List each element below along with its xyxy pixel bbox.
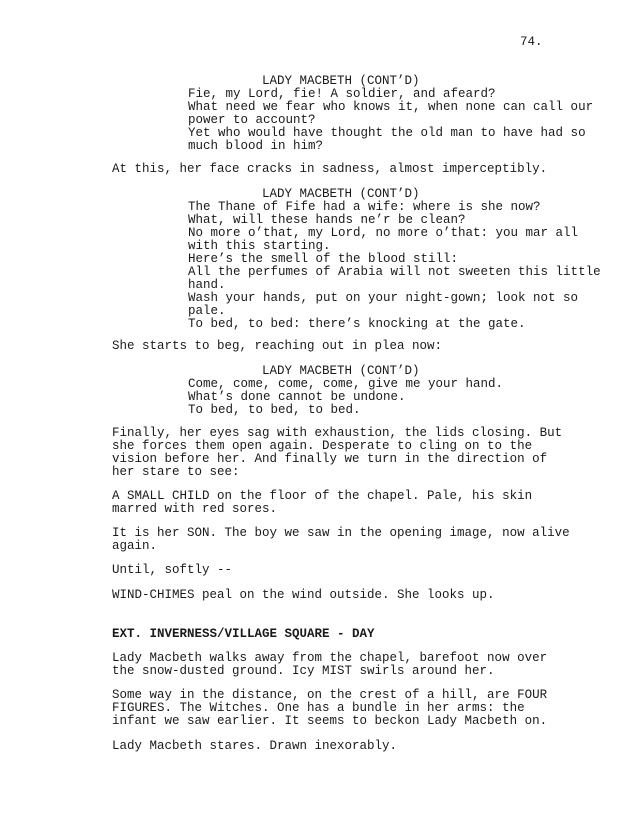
dialogue-line: hand. <box>188 278 226 292</box>
action-line: FIGURES. The Witches. One has a bundle in her arms: the <box>112 701 525 715</box>
action-line: A SMALL CHILD on the floor of the chapel. Pale, his skin <box>112 489 533 503</box>
character-cue: LADY MACBETH (CONT’D) <box>262 74 420 88</box>
dialogue-line: What, will these hands ne’r be clean? <box>188 213 466 227</box>
action-line: she forces them open again. Desperate to cling on to the <box>112 439 533 453</box>
dialogue-line: power to account? <box>188 113 316 127</box>
dialogue-line: pale. <box>188 304 226 318</box>
action-line: At this, her face cracks in sadness, almost imperceptibly. <box>112 162 548 176</box>
character-cue: LADY MACBETH (CONT’D) <box>262 187 420 201</box>
action-line: her stare to see: <box>112 465 240 479</box>
dialogue-line: Come, come, come, come, give me your hand. <box>188 377 504 391</box>
dialogue-line: All the perfumes of Arabia will not sweeten this little <box>188 265 601 279</box>
action-line: Lady Macbeth walks away from the chapel, barefoot now over <box>112 651 548 665</box>
action-line: again. <box>112 539 158 553</box>
action-line: WIND-CHIMES peal on the wind outside. She looks up. <box>112 588 495 602</box>
dialogue-line: What need we fear who knows it, when none can call our <box>188 100 594 114</box>
dialogue-line: To bed, to bed: there’s knocking at the gate. <box>188 317 526 331</box>
character-cue: LADY MACBETH (CONT’D) <box>262 364 420 378</box>
dialogue-line: No more o’that, my Lord, no more o’that: you mar all <box>188 226 579 240</box>
action-line: vision before her. And finally we turn in the direction of <box>112 452 548 466</box>
action-line: Finally, her eyes sag with exhaustion, the lids closing. But <box>112 426 563 440</box>
dialogue-line: with this starting. <box>188 239 331 253</box>
dialogue-line: Fie, my Lord, fie! A soldier, and afeard? <box>188 87 496 101</box>
scene-heading: EXT. INVERNESS/VILLAGE SQUARE - DAY <box>112 627 375 641</box>
action-line: She starts to beg, reaching out in plea now: <box>112 339 443 353</box>
dialogue-line: The Thane of Fife had a wife: where is she now? <box>188 200 541 214</box>
dialogue-line: To bed, to bed, to bed. <box>188 403 361 417</box>
action-line: Lady Macbeth stares. Drawn inexorably. <box>112 739 398 753</box>
dialogue-line: What’s done cannot be undone. <box>188 390 406 404</box>
action-line: infant we saw earlier. It seems to beckon Lady Macbeth on. <box>112 714 548 728</box>
page-number: 74. <box>520 35 543 49</box>
dialogue-line: much blood in him? <box>188 139 324 153</box>
action-line: marred with red sores. <box>112 502 278 516</box>
dialogue-line: Here’s the smell of the blood still: <box>188 252 459 266</box>
dialogue-line: Yet who would have thought the old man to have had so <box>188 126 586 140</box>
action-line: It is her SON. The boy we saw in the opening image, now alive <box>112 526 570 540</box>
dialogue-line: Wash your hands, put on your night-gown; look not so <box>188 291 579 305</box>
action-line: Until, softly -- <box>112 563 233 577</box>
action-line: Some way in the distance, on the crest of a hill, are FOUR <box>112 688 548 702</box>
action-line: the snow-dusted ground. Icy MIST swirls around her. <box>112 664 495 678</box>
